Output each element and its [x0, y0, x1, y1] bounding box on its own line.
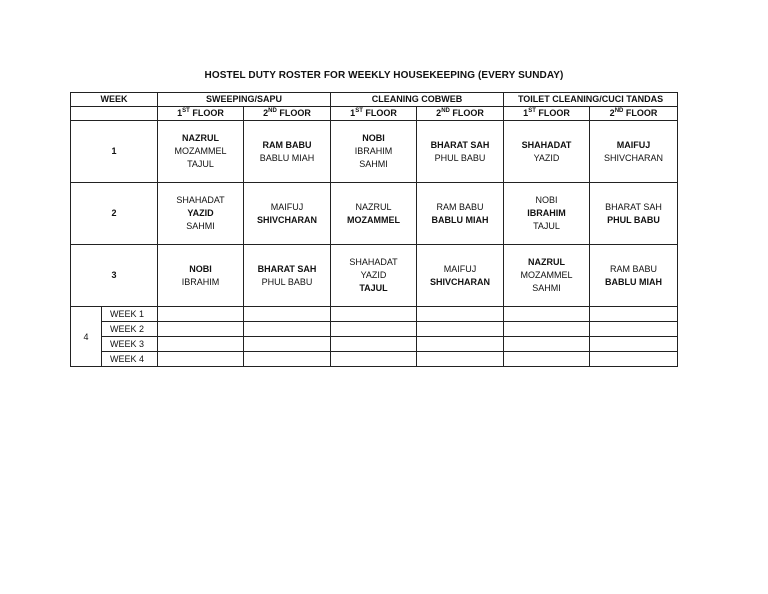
week-header: WEEK	[71, 93, 158, 107]
member-name: BHARAT SAH	[257, 263, 317, 274]
duty-cell	[158, 121, 244, 183]
member-name: PHUL BABU	[434, 152, 486, 163]
empty-header-cell	[71, 107, 158, 121]
duty-cell	[244, 245, 331, 307]
empty-cell	[244, 337, 331, 352]
member-name: MAIFUJ	[616, 139, 651, 150]
member-name: MAIFUJ	[270, 201, 304, 212]
member-name: NAZRUL	[182, 133, 219, 143]
empty-cell	[417, 322, 504, 337]
member-name: YAZID	[360, 270, 387, 280]
member-name: IBRAHIM	[354, 146, 393, 156]
member-name: PHUL BABU	[261, 276, 313, 287]
member-name: YAZID	[533, 152, 560, 163]
member-name: SAHMI	[359, 159, 388, 169]
member-name: NAZRUL	[355, 201, 392, 212]
duty-cell	[504, 121, 590, 183]
roster-body	[71, 121, 678, 307]
member-name: MOZAMMEL	[347, 214, 401, 225]
empty-cell	[417, 352, 504, 367]
sweeping-header: SWEEPING/SAPU	[158, 93, 331, 107]
week4-row	[71, 307, 678, 322]
member-name: NOBI	[535, 195, 558, 205]
empty-cell	[158, 352, 244, 367]
member-name: IBRAHIM	[181, 276, 220, 287]
member-name: SAHMI	[532, 283, 561, 293]
empty-cell	[504, 322, 590, 337]
empty-cell	[590, 352, 678, 367]
floor-1-header: 1ST FLOOR	[158, 107, 244, 121]
toilet-header: TOILET CLEANING/CUCI TANDAS	[504, 93, 678, 107]
empty-cell	[590, 307, 678, 322]
member-name: TAJUL	[533, 221, 560, 231]
duty-cell	[590, 183, 678, 245]
duty-cell	[417, 183, 504, 245]
empty-cell	[244, 322, 331, 337]
member-name: RAM BABU	[262, 139, 312, 150]
subweek-label: WEEK 2	[102, 322, 158, 337]
duty-cell	[417, 245, 504, 307]
duty-cell	[331, 121, 417, 183]
floor-1-header: 1ST FLOOR	[331, 107, 417, 121]
member-name: SHIVCHARAN	[604, 152, 664, 163]
duty-cell	[158, 183, 244, 245]
duty-cell	[590, 121, 678, 183]
duty-cell	[158, 245, 244, 307]
member-name: BHARAT SAH	[605, 201, 662, 212]
duty-cell	[417, 121, 504, 183]
member-name: NOBI	[189, 263, 212, 274]
week-number: 3	[71, 245, 158, 307]
roster-title: HOSTEL DUTY ROSTER FOR WEEKLY HOUSEKEEPING (EVERY SUNDAY)	[204, 70, 564, 81]
cobweb-header: CLEANING COBWEB	[331, 93, 504, 107]
week4-row	[71, 352, 678, 367]
week-number-4: 4	[71, 307, 102, 367]
week4-row	[71, 322, 678, 337]
subweek-label: WEEK 4	[102, 352, 158, 367]
member-name: NAZRUL	[528, 257, 566, 267]
empty-cell	[158, 322, 244, 337]
duty-cell	[244, 183, 331, 245]
empty-cell	[244, 352, 331, 367]
empty-cell	[331, 322, 417, 337]
empty-cell	[331, 337, 417, 352]
roster-row	[71, 121, 678, 183]
floor-2-header: 2ND FLOOR	[590, 107, 678, 121]
subweek-label: WEEK 3	[102, 337, 158, 352]
empty-cell	[590, 322, 678, 337]
member-name: IBRAHIM	[527, 208, 566, 218]
member-name: BHARAT SAH	[430, 139, 490, 150]
member-name: TAJUL	[187, 159, 214, 169]
header-row-floors	[71, 107, 678, 121]
member-name: BABLU MIAH	[431, 214, 489, 225]
member-name: SHIVCHARAN	[257, 214, 318, 225]
member-name: BABLU MIAH	[259, 152, 315, 163]
empty-cell	[417, 337, 504, 352]
empty-cell	[417, 307, 504, 322]
member-name: SHIVCHARAN	[430, 276, 491, 287]
week-number: 2	[71, 183, 158, 245]
member-name: RAM BABU	[436, 201, 484, 212]
member-name: SHAHADAT	[521, 139, 572, 150]
week-number: 1	[71, 121, 158, 183]
empty-cell	[158, 337, 244, 352]
header-row-tasks	[71, 93, 678, 107]
roster-row	[71, 183, 678, 245]
duty-cell	[590, 245, 678, 307]
member-name: PHUL BABU	[607, 214, 660, 225]
member-name: SAHMI	[186, 221, 215, 231]
subweek-label: WEEK 1	[102, 307, 158, 322]
empty-cell	[331, 307, 417, 322]
member-name: SHAHADAT	[349, 257, 398, 267]
floor-2-header: 2ND FLOOR	[244, 107, 331, 121]
duty-roster-table	[70, 92, 678, 367]
member-name: TAJUL	[359, 283, 388, 293]
floor-1-header: 1ST FLOOR	[504, 107, 590, 121]
empty-cell	[590, 337, 678, 352]
member-name: SHAHADAT	[176, 195, 225, 205]
member-name: RAM BABU	[610, 263, 658, 274]
member-name: YAZID	[187, 208, 214, 218]
empty-cell	[331, 352, 417, 367]
member-name: NOBI	[362, 133, 385, 143]
week4-row	[71, 337, 678, 352]
empty-cell	[504, 337, 590, 352]
duty-cell	[504, 245, 590, 307]
member-name: BABLU MIAH	[605, 276, 663, 287]
floor-2-header: 2ND FLOOR	[417, 107, 504, 121]
empty-cell	[504, 307, 590, 322]
roster-row	[71, 245, 678, 307]
member-name: MOZAMMEL	[174, 146, 227, 156]
duty-cell	[504, 183, 590, 245]
member-name: MAIFUJ	[443, 263, 477, 274]
duty-cell	[331, 245, 417, 307]
duty-cell	[331, 183, 417, 245]
empty-cell	[158, 307, 244, 322]
empty-cell	[504, 352, 590, 367]
member-name: MOZAMMEL	[520, 270, 573, 280]
duty-cell	[244, 121, 331, 183]
empty-cell	[244, 307, 331, 322]
